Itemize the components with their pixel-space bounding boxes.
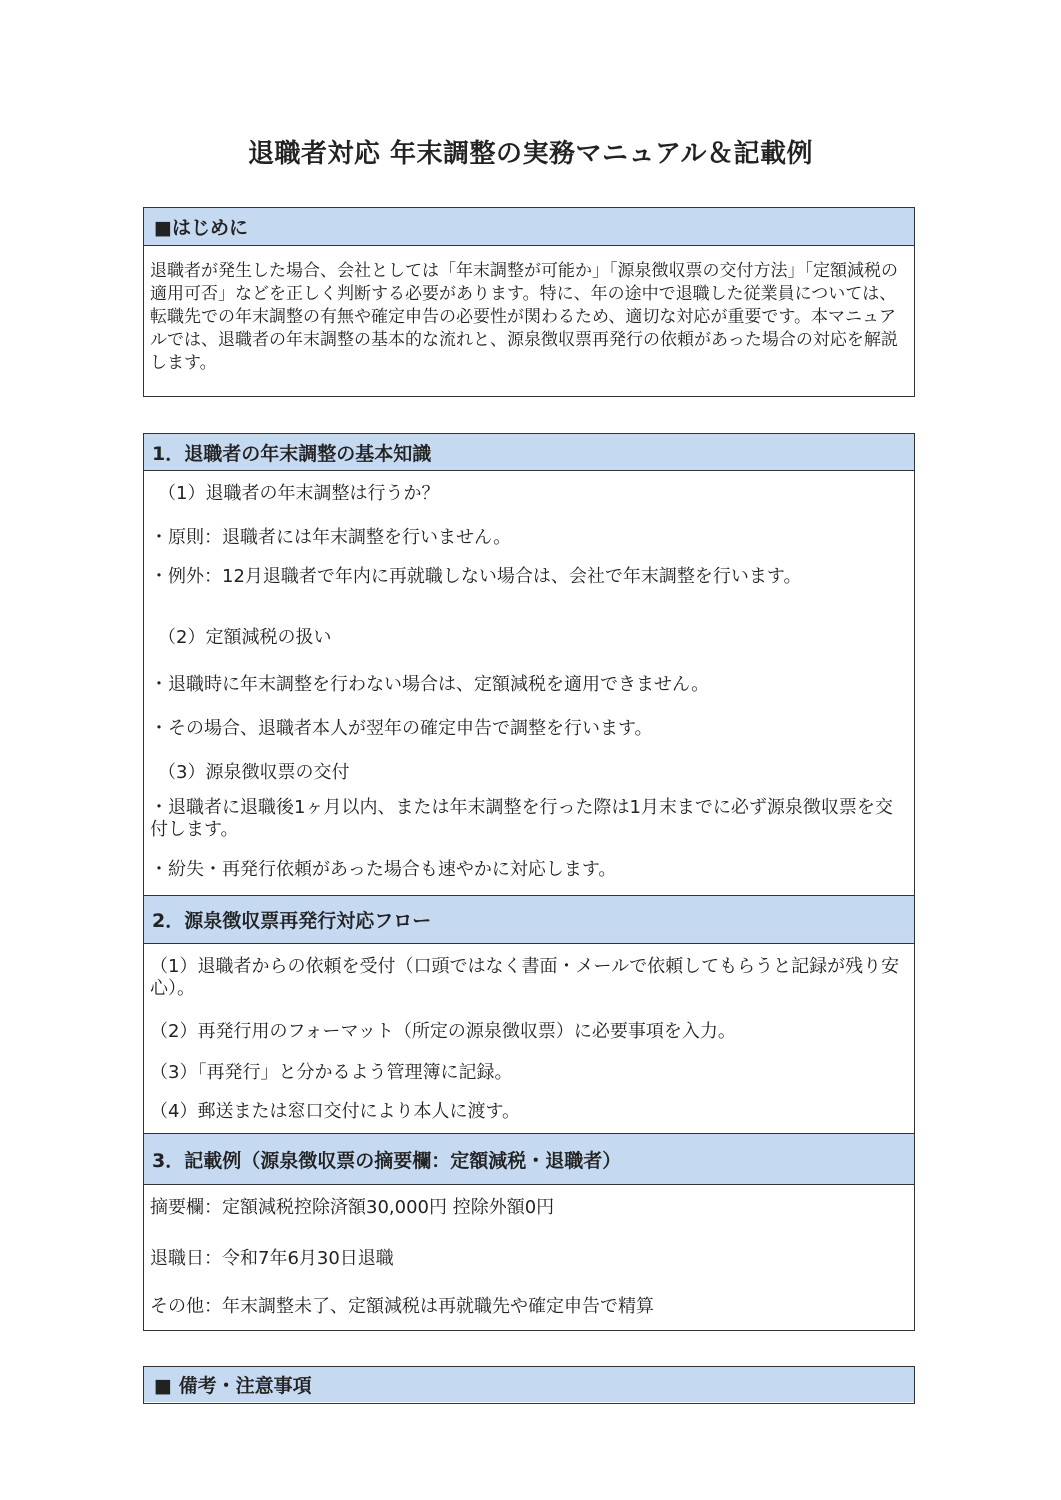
list-item: （3）「再発行」と分かるよう管理簿に記録。: [150, 1062, 513, 1083]
list-item: ・紛失・再発行依頼があった場合も速やかに対応します。: [150, 859, 617, 880]
list-item: （3）源泉徴収票の交付: [158, 762, 350, 783]
section3-heading: 3．記載例（源泉徴収票の摘要欄：定額減税・退職者）: [144, 1133, 914, 1185]
section3-body: [144, 1185, 914, 1325]
list-item: ・原則：退職者には年末調整を行いません。: [150, 527, 512, 548]
section1-heading: 1．退職者の年末調整の基本知識: [144, 434, 914, 471]
section2-heading: 2．源泉徴収票再発行対応フロー: [144, 895, 914, 944]
list-item: （1）退職者からの依頼を受付（口頭ではなく書面・メールで依頼してもらうと記録が残り安心）。: [150, 956, 900, 999]
list-item: （4）郵送または窓口交付により本人に渡す。: [150, 1101, 521, 1122]
intro-body: 退職者が発生した場合、会社としては「年末調整が可能か」「源泉徴収票の交付方法」「定額減税の適用可否」などを正しく判断する必要があります。特に、年の途中で退職した従業員については、転職先での年末調整の有無や確定申告の必要性が関わるため、適切な対応が重要です。本マニュアルでは、退職者の年末調整の基本的な流れと、源泉徴収票再発行の依頼があった場合の対応を解説します。: [150, 261, 898, 373]
list-item: その他：年末調整未了、定額減税は再就職先や確定申告で精算: [150, 1296, 654, 1317]
intro-box: [143, 207, 915, 397]
notes-heading: ■ 備考・注意事項: [144, 1367, 914, 1402]
section1-body: [144, 471, 914, 895]
intro-heading: ■はじめに: [144, 208, 914, 246]
list-item: 退職日：令和7年6月30日退職: [150, 1248, 394, 1269]
list-item: （2）再発行用のフォーマット（所定の源泉徴収票）に必要事項を入力。: [150, 1021, 736, 1042]
notes-box: [143, 1366, 915, 1404]
list-item: ・例外：12月退職者で年内に再就職しない場合は、会社で年末調整を行います。: [150, 566, 802, 587]
list-item: 摘要欄：定額減税控除済額30,000円 控除外額0円: [150, 1197, 555, 1218]
list-item: （1）退職者の年末調整は行うか？: [158, 483, 440, 504]
main-sections-box: [143, 433, 915, 1331]
list-item: ・その場合、退職者本人が翌年の確定申告で調整を行います。: [150, 718, 653, 739]
section2-body: [144, 944, 914, 1133]
list-item: ・退職時に年末調整を行わない場合は、定額減税を適用できません。: [150, 674, 710, 695]
page-title: 退職者対応 年末調整の実務マニュアル＆記載例: [247, 139, 813, 169]
list-item: （2）定額減税の扱い: [158, 627, 332, 648]
list-item: ・退職者に退職後1ヶ月以内、または年末調整を行った際は1月末までに必ず源泉徴収票を交付します。: [150, 797, 893, 840]
